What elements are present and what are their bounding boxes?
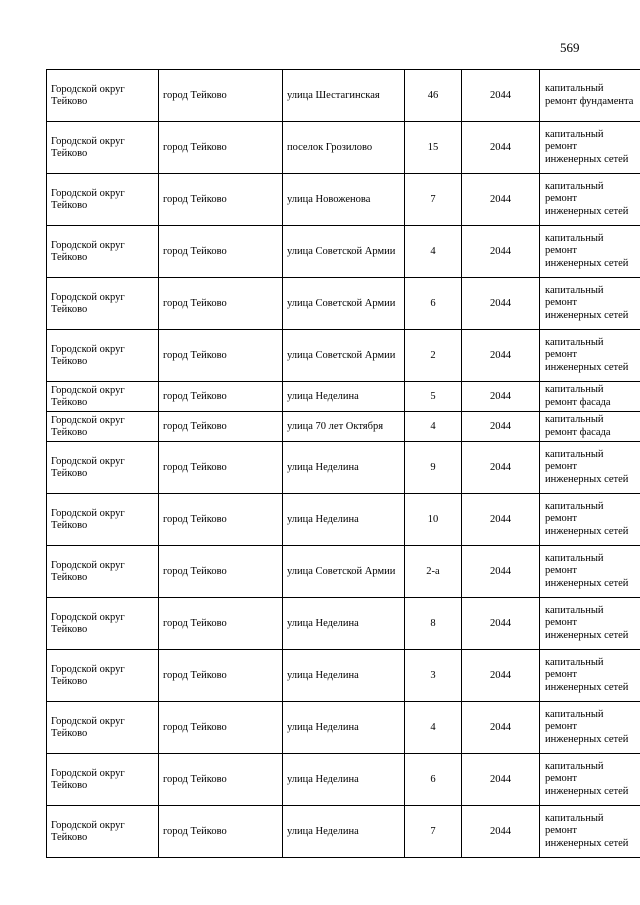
table-row — [47, 546, 640, 598]
work-type-cell: капитальный ремонт инженерных сетей — [540, 754, 640, 806]
work-type-cell: капитальный ремонт инженерных сетей — [540, 702, 640, 754]
table-row — [47, 806, 640, 858]
district-cell: Городской округ Тейково — [47, 70, 159, 122]
year-cell: 2044 — [462, 702, 540, 754]
work-type-cell: капитальный ремонт инженерных сетей — [540, 650, 640, 702]
street-cell: улица Неделина — [283, 494, 405, 546]
district-cell: Городской округ Тейково — [47, 494, 159, 546]
district-cell: Городской округ Тейково — [47, 226, 159, 278]
work-type-cell: капитальный ремонт инженерных сетей — [540, 442, 640, 494]
year-cell: 2044 — [462, 330, 540, 382]
district-cell: Городской округ Тейково — [47, 442, 159, 494]
table-row — [47, 70, 640, 122]
table-row — [47, 382, 640, 412]
work-type-cell: капитальный ремонт инженерных сетей — [540, 330, 640, 382]
work-type-cell: капитальный ремонт инженерных сетей — [540, 122, 640, 174]
street-cell: улица Неделина — [283, 442, 405, 494]
city-cell: город Тейково — [159, 442, 283, 494]
district-cell: Городской округ Тейково — [47, 278, 159, 330]
district-cell: Городской округ Тейково — [47, 650, 159, 702]
house-number-cell: 2-а — [405, 546, 462, 598]
work-type-cell: капитальный ремонт инженерных сетей — [540, 494, 640, 546]
work-type-cell: капитальный ремонт инженерных сетей — [540, 806, 640, 858]
house-number-cell: 6 — [405, 754, 462, 806]
year-cell: 2044 — [462, 278, 540, 330]
house-number-cell: 7 — [405, 806, 462, 858]
table-row — [47, 494, 640, 546]
district-cell: Городской округ Тейково — [47, 174, 159, 226]
table-row — [47, 754, 640, 806]
table-row — [47, 278, 640, 330]
street-cell: улица Неделина — [283, 754, 405, 806]
house-number-cell: 6 — [405, 278, 462, 330]
table-row — [47, 442, 640, 494]
table-row — [47, 650, 640, 702]
work-type-cell: капитальный ремонт инженерных сетей — [540, 226, 640, 278]
house-number-cell: 7 — [405, 174, 462, 226]
city-cell: город Тейково — [159, 382, 283, 412]
year-cell: 2044 — [462, 598, 540, 650]
district-cell: Городской округ Тейково — [47, 412, 159, 442]
city-cell: город Тейково — [159, 650, 283, 702]
district-cell: Городской округ Тейково — [47, 806, 159, 858]
table-row — [47, 702, 640, 754]
year-cell: 2044 — [462, 494, 540, 546]
city-cell: город Тейково — [159, 754, 283, 806]
city-cell: город Тейково — [159, 598, 283, 650]
street-cell: улица Советской Армии — [283, 278, 405, 330]
table-row — [47, 174, 640, 226]
house-number-cell: 5 — [405, 382, 462, 412]
house-number-cell: 46 — [405, 70, 462, 122]
city-cell: город Тейково — [159, 702, 283, 754]
work-type-cell: капитальный ремонт фундамента — [540, 70, 640, 122]
year-cell: 2044 — [462, 546, 540, 598]
house-number-cell: 4 — [405, 412, 462, 442]
street-cell: улица Новоженова — [283, 174, 405, 226]
city-cell: город Тейково — [159, 70, 283, 122]
year-cell: 2044 — [462, 70, 540, 122]
table-row — [47, 412, 640, 442]
street-cell: улица Неделина — [283, 650, 405, 702]
table-row — [47, 122, 640, 174]
house-number-cell: 10 — [405, 494, 462, 546]
table-row — [47, 598, 640, 650]
work-type-cell: капитальный ремонт фасада — [540, 382, 640, 412]
street-cell: улица Советской Армии — [283, 330, 405, 382]
year-cell: 2044 — [462, 226, 540, 278]
year-cell: 2044 — [462, 122, 540, 174]
house-number-cell: 4 — [405, 226, 462, 278]
district-cell: Городской округ Тейково — [47, 754, 159, 806]
street-cell: улица Неделина — [283, 806, 405, 858]
city-cell: город Тейково — [159, 806, 283, 858]
city-cell: город Тейково — [159, 122, 283, 174]
table-row — [47, 330, 640, 382]
house-number-cell: 4 — [405, 702, 462, 754]
house-number-cell: 15 — [405, 122, 462, 174]
city-cell: город Тейково — [159, 174, 283, 226]
city-cell: город Тейково — [159, 226, 283, 278]
street-cell: улица Неделина — [283, 598, 405, 650]
table-row — [47, 226, 640, 278]
district-cell: Городской округ Тейково — [47, 122, 159, 174]
district-cell: Городской округ Тейково — [47, 330, 159, 382]
street-cell: улица Неделина — [283, 702, 405, 754]
house-number-cell: 8 — [405, 598, 462, 650]
year-cell: 2044 — [462, 442, 540, 494]
city-cell: город Тейково — [159, 278, 283, 330]
house-number-cell: 2 — [405, 330, 462, 382]
work-type-cell: капитальный ремонт фасада — [540, 412, 640, 442]
district-cell: Городской округ Тейково — [47, 598, 159, 650]
repair-schedule-table — [46, 69, 640, 858]
year-cell: 2044 — [462, 412, 540, 442]
house-number-cell: 9 — [405, 442, 462, 494]
work-type-cell: капитальный ремонт инженерных сетей — [540, 598, 640, 650]
street-cell: улица Советской Армии — [283, 546, 405, 598]
city-cell: город Тейково — [159, 494, 283, 546]
work-type-cell: капитальный ремонт инженерных сетей — [540, 174, 640, 226]
district-cell: Городской округ Тейково — [47, 546, 159, 598]
district-cell: Городской округ Тейково — [47, 702, 159, 754]
work-type-cell: капитальный ремонт инженерных сетей — [540, 278, 640, 330]
street-cell: улица Советской Армии — [283, 226, 405, 278]
work-type-cell: капитальный ремонт инженерных сетей — [540, 546, 640, 598]
street-cell: улица 70 лет Октября — [283, 412, 405, 442]
street-cell: улица Шестагинская — [283, 70, 405, 122]
year-cell: 2044 — [462, 174, 540, 226]
city-cell: город Тейково — [159, 412, 283, 442]
city-cell: город Тейково — [159, 546, 283, 598]
street-cell: поселок Грозилово — [283, 122, 405, 174]
page-number: 569 — [560, 40, 580, 55]
street-cell: улица Неделина — [283, 382, 405, 412]
house-number-cell: 3 — [405, 650, 462, 702]
city-cell: город Тейково — [159, 330, 283, 382]
district-cell: Городской округ Тейково — [47, 382, 159, 412]
year-cell: 2044 — [462, 754, 540, 806]
year-cell: 2044 — [462, 650, 540, 702]
year-cell: 2044 — [462, 382, 540, 412]
year-cell: 2044 — [462, 806, 540, 858]
